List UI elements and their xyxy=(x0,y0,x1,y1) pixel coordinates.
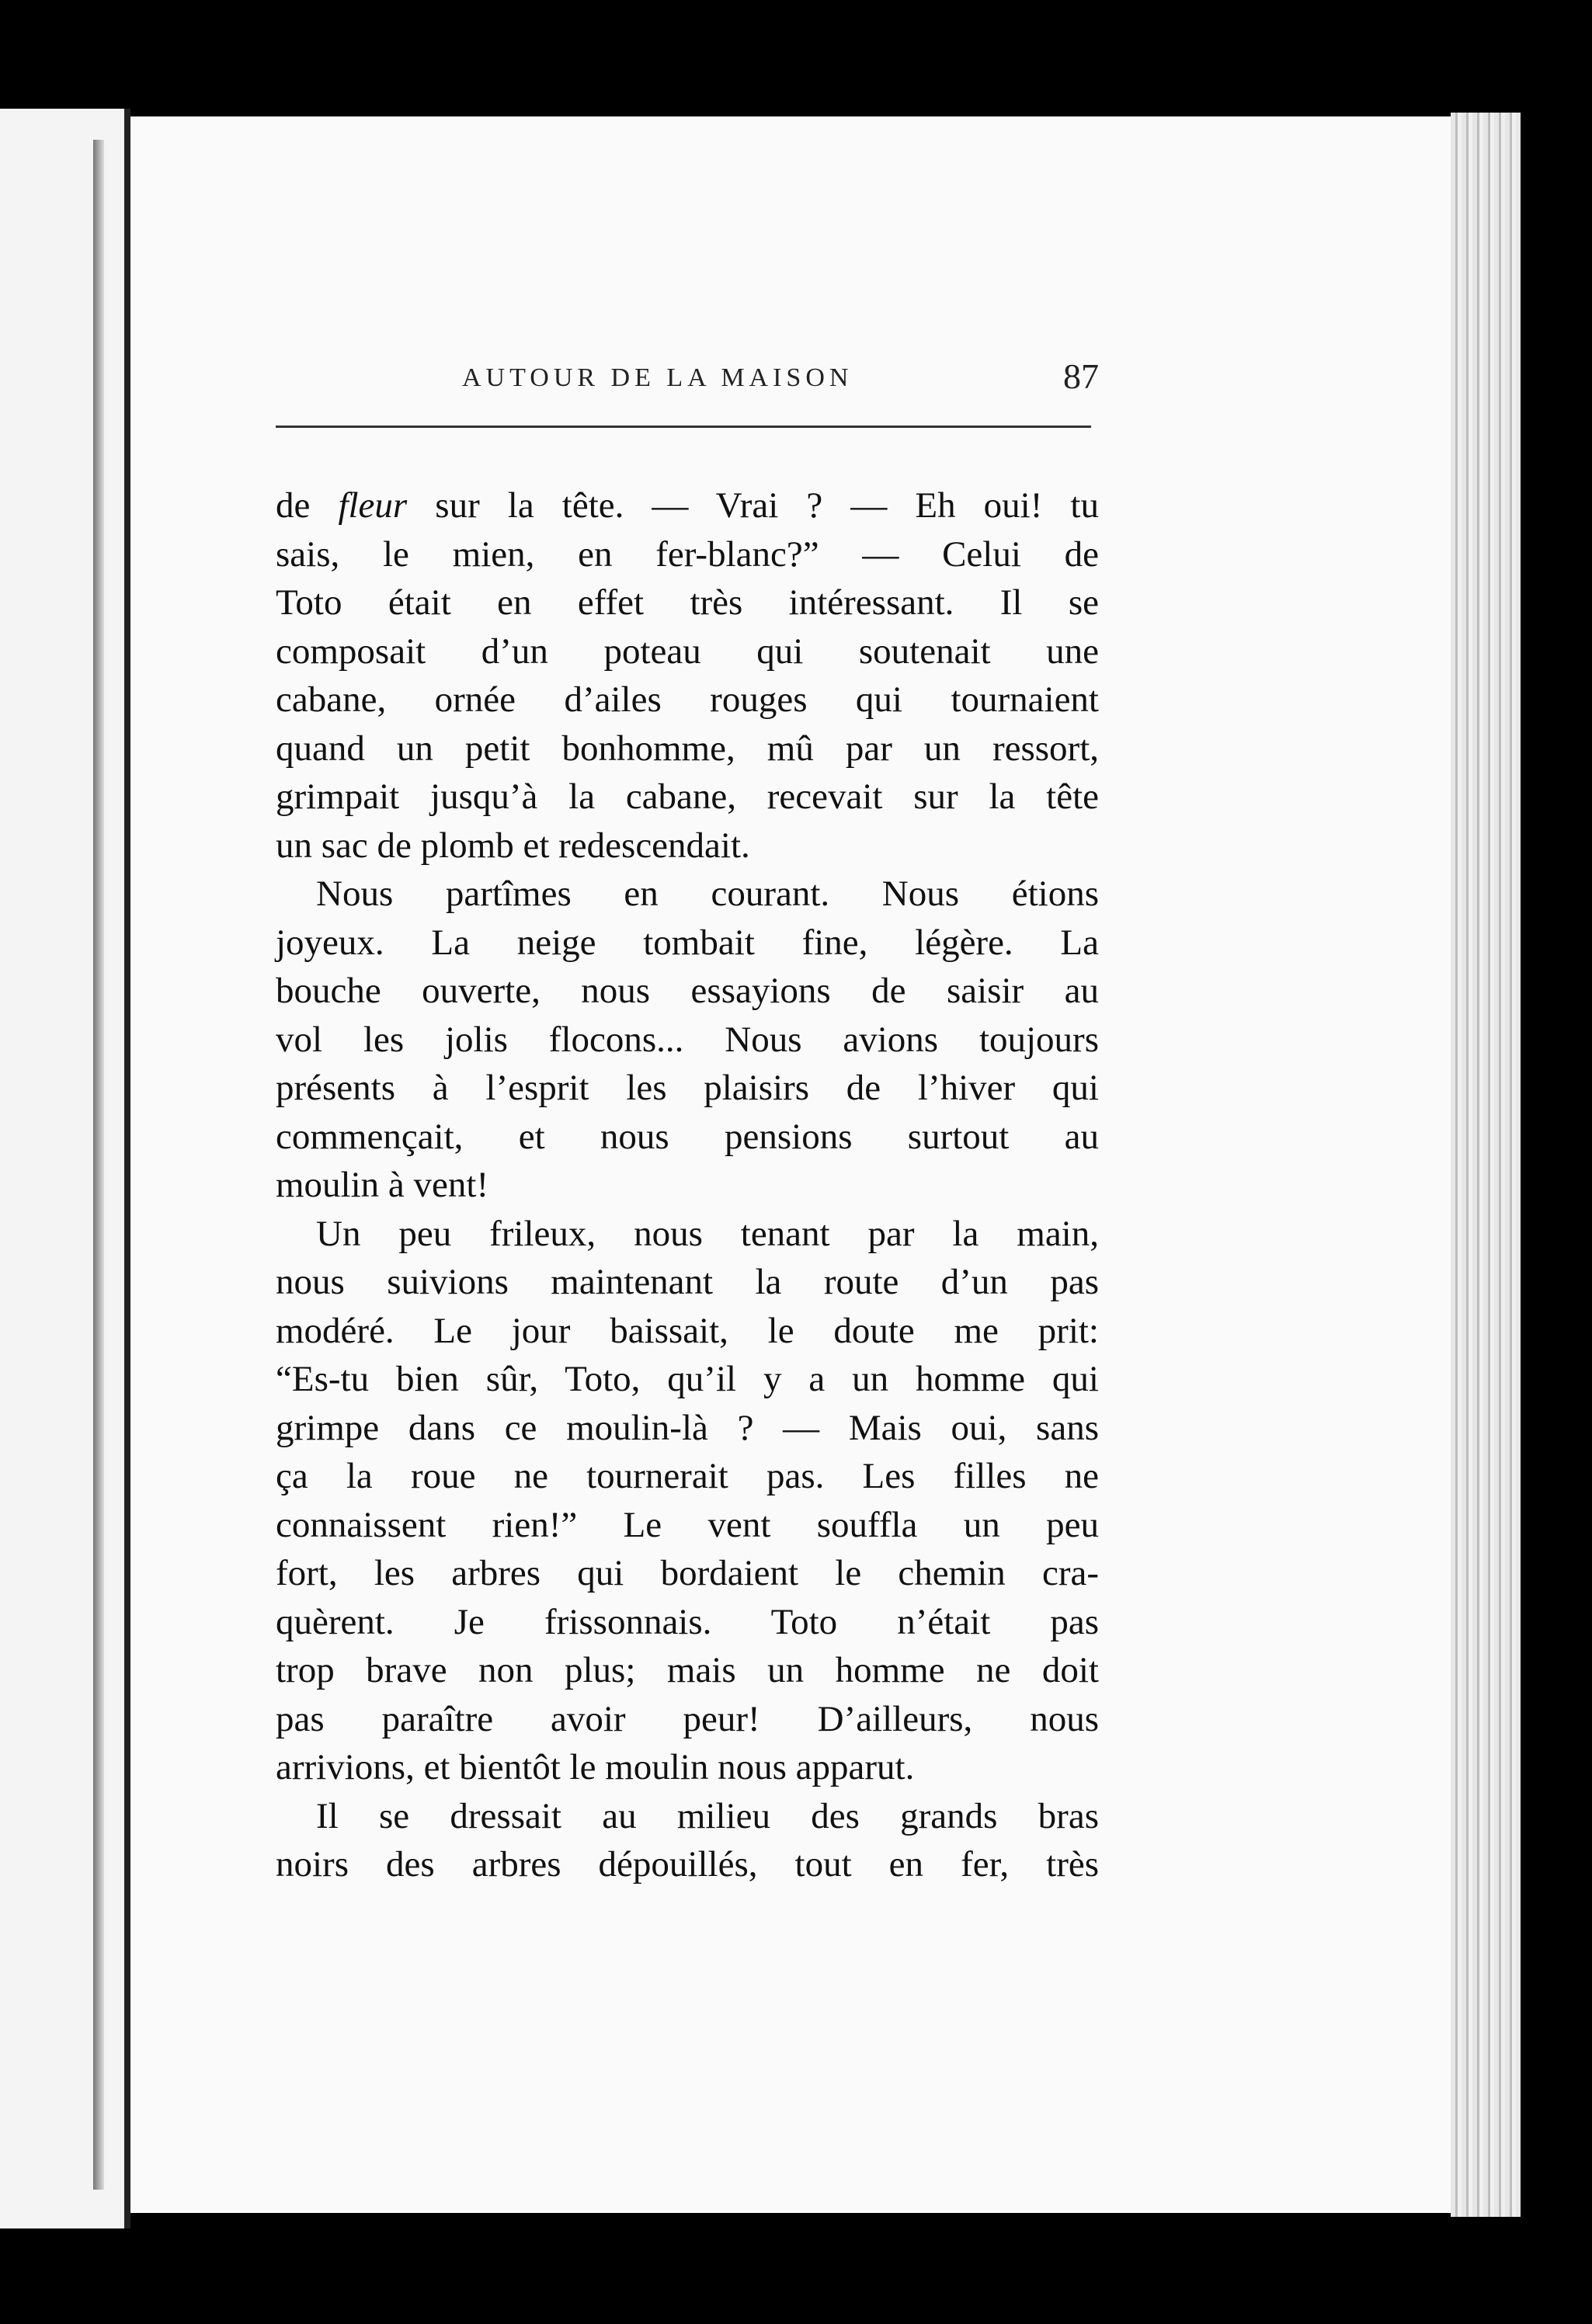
text-line: trop brave non plus; mais un homme ne doit xyxy=(276,1650,1099,1690)
text-line: Il se dressait au milieu des grands bras xyxy=(316,1795,1099,1836)
text-line: modéré. Le jour baissait, le doute me prit: xyxy=(276,1310,1099,1351)
body-text xyxy=(276,481,1099,1889)
text-line: cabane, ornée d’ailes rouges qui tournaient xyxy=(276,679,1099,720)
page-header xyxy=(462,356,1099,402)
page-stack-edge xyxy=(1451,113,1521,2217)
header-rule xyxy=(276,426,1091,428)
text-line: quand un petit bonhomme, mû par un ressort, xyxy=(276,728,1099,769)
text-line: grimpait jusqu’à la cabane, recevait sur la tête xyxy=(276,776,1099,817)
text-line: moulin à vent! xyxy=(276,1165,489,1205)
text-line: quèrent. Je frissonnais. Toto n’était pas xyxy=(276,1601,1099,1642)
text-line: présents à l’esprit les plaisirs de l’hiver qui xyxy=(276,1068,1099,1108)
page-number: 87 xyxy=(1063,356,1099,396)
text-line: nous suivions maintenant la route d’un pas xyxy=(276,1262,1099,1302)
text-line: un sac de plomb et redescendait. xyxy=(276,825,750,866)
text-line: bouche ouverte, nous essayions de saisir au xyxy=(276,971,1099,1011)
running-head: AUTOUR DE LA MAISON xyxy=(462,363,853,392)
text-line: Un peu frileux, nous tenant par la main, xyxy=(316,1213,1099,1254)
text-line: noirs des arbres dépouillés, tout en fer, très xyxy=(276,1844,1099,1885)
left-page-edge xyxy=(0,109,130,2228)
text-line: “Es-tu bien sûr, Toto, qu’il y a un homme qui xyxy=(276,1359,1099,1399)
text-line: de fleur sur la tête. — Vrai ? — Eh oui! tu xyxy=(276,485,1099,526)
text-line: pas paraître avoir peur! D’ailleurs, nous xyxy=(276,1698,1099,1739)
text-line: arrivions, et bientôt le moulin nous apparut. xyxy=(276,1747,915,1787)
text-line: sais, le mien, en fer-blanc?” — Celui de xyxy=(276,533,1099,575)
text-line: joyeux. La neige tombait fine, légère. La xyxy=(276,922,1099,963)
text-line: ça la roue ne tournerait pas. Les filles ne xyxy=(276,1456,1099,1496)
text-line: commençait, et nous pensions surtout au xyxy=(276,1116,1099,1157)
text-line: vol les jolis flocons... Nous avions toujours xyxy=(276,1019,1099,1060)
text-line: Nous partîmes en courant. Nous étions xyxy=(316,874,1099,914)
text-line: connaissent rien!” Le vent souffla un peu xyxy=(276,1504,1099,1545)
italic-word: fleur xyxy=(338,485,408,526)
text-line: fort, les arbres qui bordaient le chemin cra- xyxy=(276,1553,1099,1593)
text-line: grimpe dans ce moulin-là ? — Mais oui, sans xyxy=(276,1407,1099,1448)
text-line: Toto était en effet très intéressant. Il se xyxy=(276,582,1099,623)
text-line: composait d’un poteau qui soutenait une xyxy=(276,631,1099,672)
